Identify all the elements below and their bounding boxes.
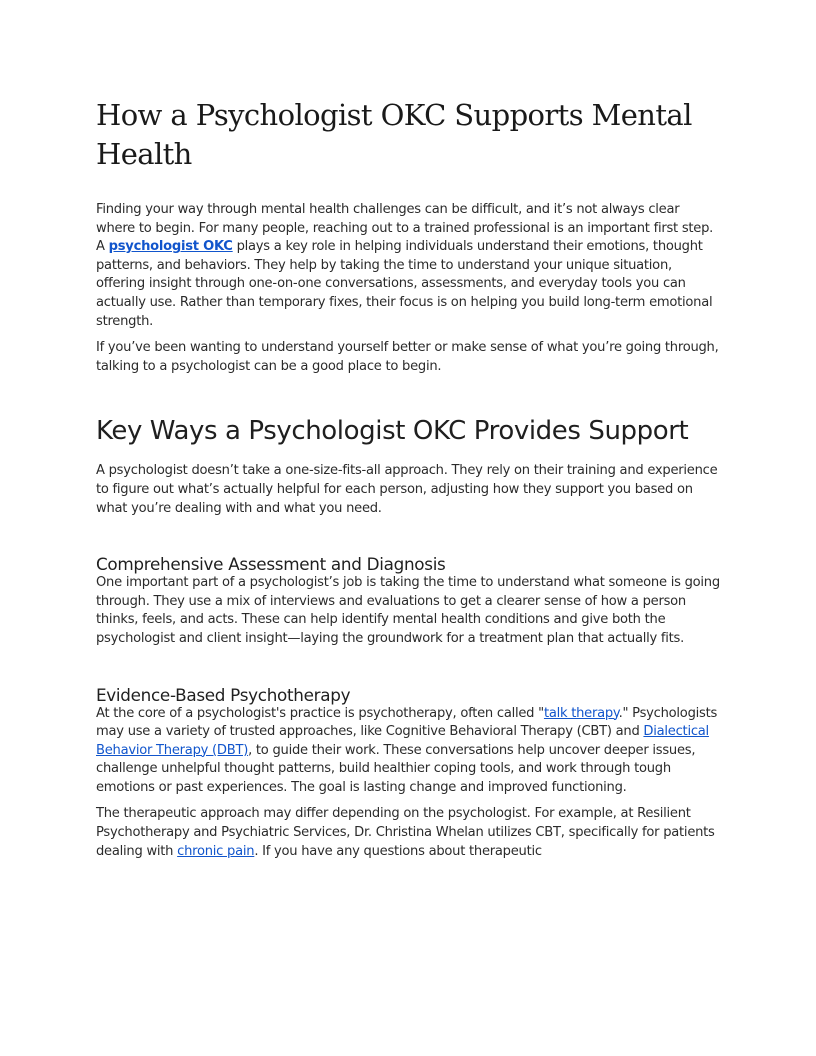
psychotherapy-text-1: At the core of a psychologist's practice is psychotherapy, often called " — [96, 705, 544, 721]
assessment-paragraph: One important part of a psychologist’s job is taking the time to understand what someone is going through. They use a mix of interviews and evaluations to get a clearer sense of how a person thinks, feels, and acts. These can help identify mental health conditions and give both the psychologist and client insight—laying the groundwork for a treatment plan that actually fits. — [96, 575, 720, 646]
intro-text-before-link: Finding your way through mental health challenges can be difficult, and it’s not always clear where to begin. For many people, reaching out to a trained professional is an important first step. A — [96, 202, 714, 255]
dbt-link[interactable]: Dialectical Behavior Therapy (DBT) — [96, 724, 709, 758]
intro-text-after-link: plays a key role in helping individuals understand their emotions, thought patterns, and behaviors. They help by taking the time to understand your unique situation, offering insight through one-on-one conversations, assessments, and everyday tools you can actually use. Rather than temporary fixes, their focus is on helping you build long-term emotional strength. — [96, 239, 713, 329]
psychotherapy-text-2: ." Psychologists may use a variety of trusted approaches, like Cognitive Behavioral Therapy (CBT) and — [96, 705, 718, 740]
psychologist-okc-link[interactable]: psychologist OKC — [108, 239, 233, 255]
subheading-psychotherapy: Evidence-Based Psychotherapy — [96, 684, 351, 705]
psychotherapy-paragraph-1 — [96, 705, 722, 798]
section-paragraph: A psychologist doesn’t take a one-size-fits-all approach. They rely on their training and experience to figure out what’s actually helpful for each person, adjusting how they support you based on what you’re dealing with and what you need. — [96, 463, 718, 516]
document-page — [96, 96, 722, 869]
page-title: How a Psychologist OKC Supports Mental Health — [96, 98, 692, 171]
intro-paragraph-1 — [96, 201, 722, 331]
talk-therapy-link[interactable]: talk therapy — [543, 705, 619, 721]
psychotherapy-text-3: , to guide their work. These conversations help uncover deeper issues, challenge unhelpful thought patterns, build healthier coping tools, and work through tough emotions or past experiences. The goal is lasting change and improved functioning. — [96, 742, 696, 795]
intro-paragraph-2: If you’ve been wanting to understand yourself better or make sense of what you’re going through, talking to a psychologist can be a good place to begin. — [96, 340, 719, 374]
spacer — [96, 657, 722, 685]
subheading-assessment: Comprehensive Assessment and Diagnosis — [96, 554, 446, 575]
section-heading-key-ways: Key Ways a Psychologist OKC Provides Support — [96, 416, 689, 447]
chronic-pain-link[interactable]: chronic pain — [177, 843, 255, 859]
psychotherapy-paragraph-2 — [96, 805, 722, 861]
spacer — [96, 526, 722, 554]
psychotherapy-p2-text-2: . If you have any questions about therapeutic — [254, 843, 542, 859]
psychotherapy-p2-text-1: The therapeutic approach may differ depending on the psychologist. For example, at Resilient Psychotherapy and Psychiatric Services, Dr. Christina Whelan utilizes CBT, specifically for patients dealing with — [96, 806, 715, 859]
